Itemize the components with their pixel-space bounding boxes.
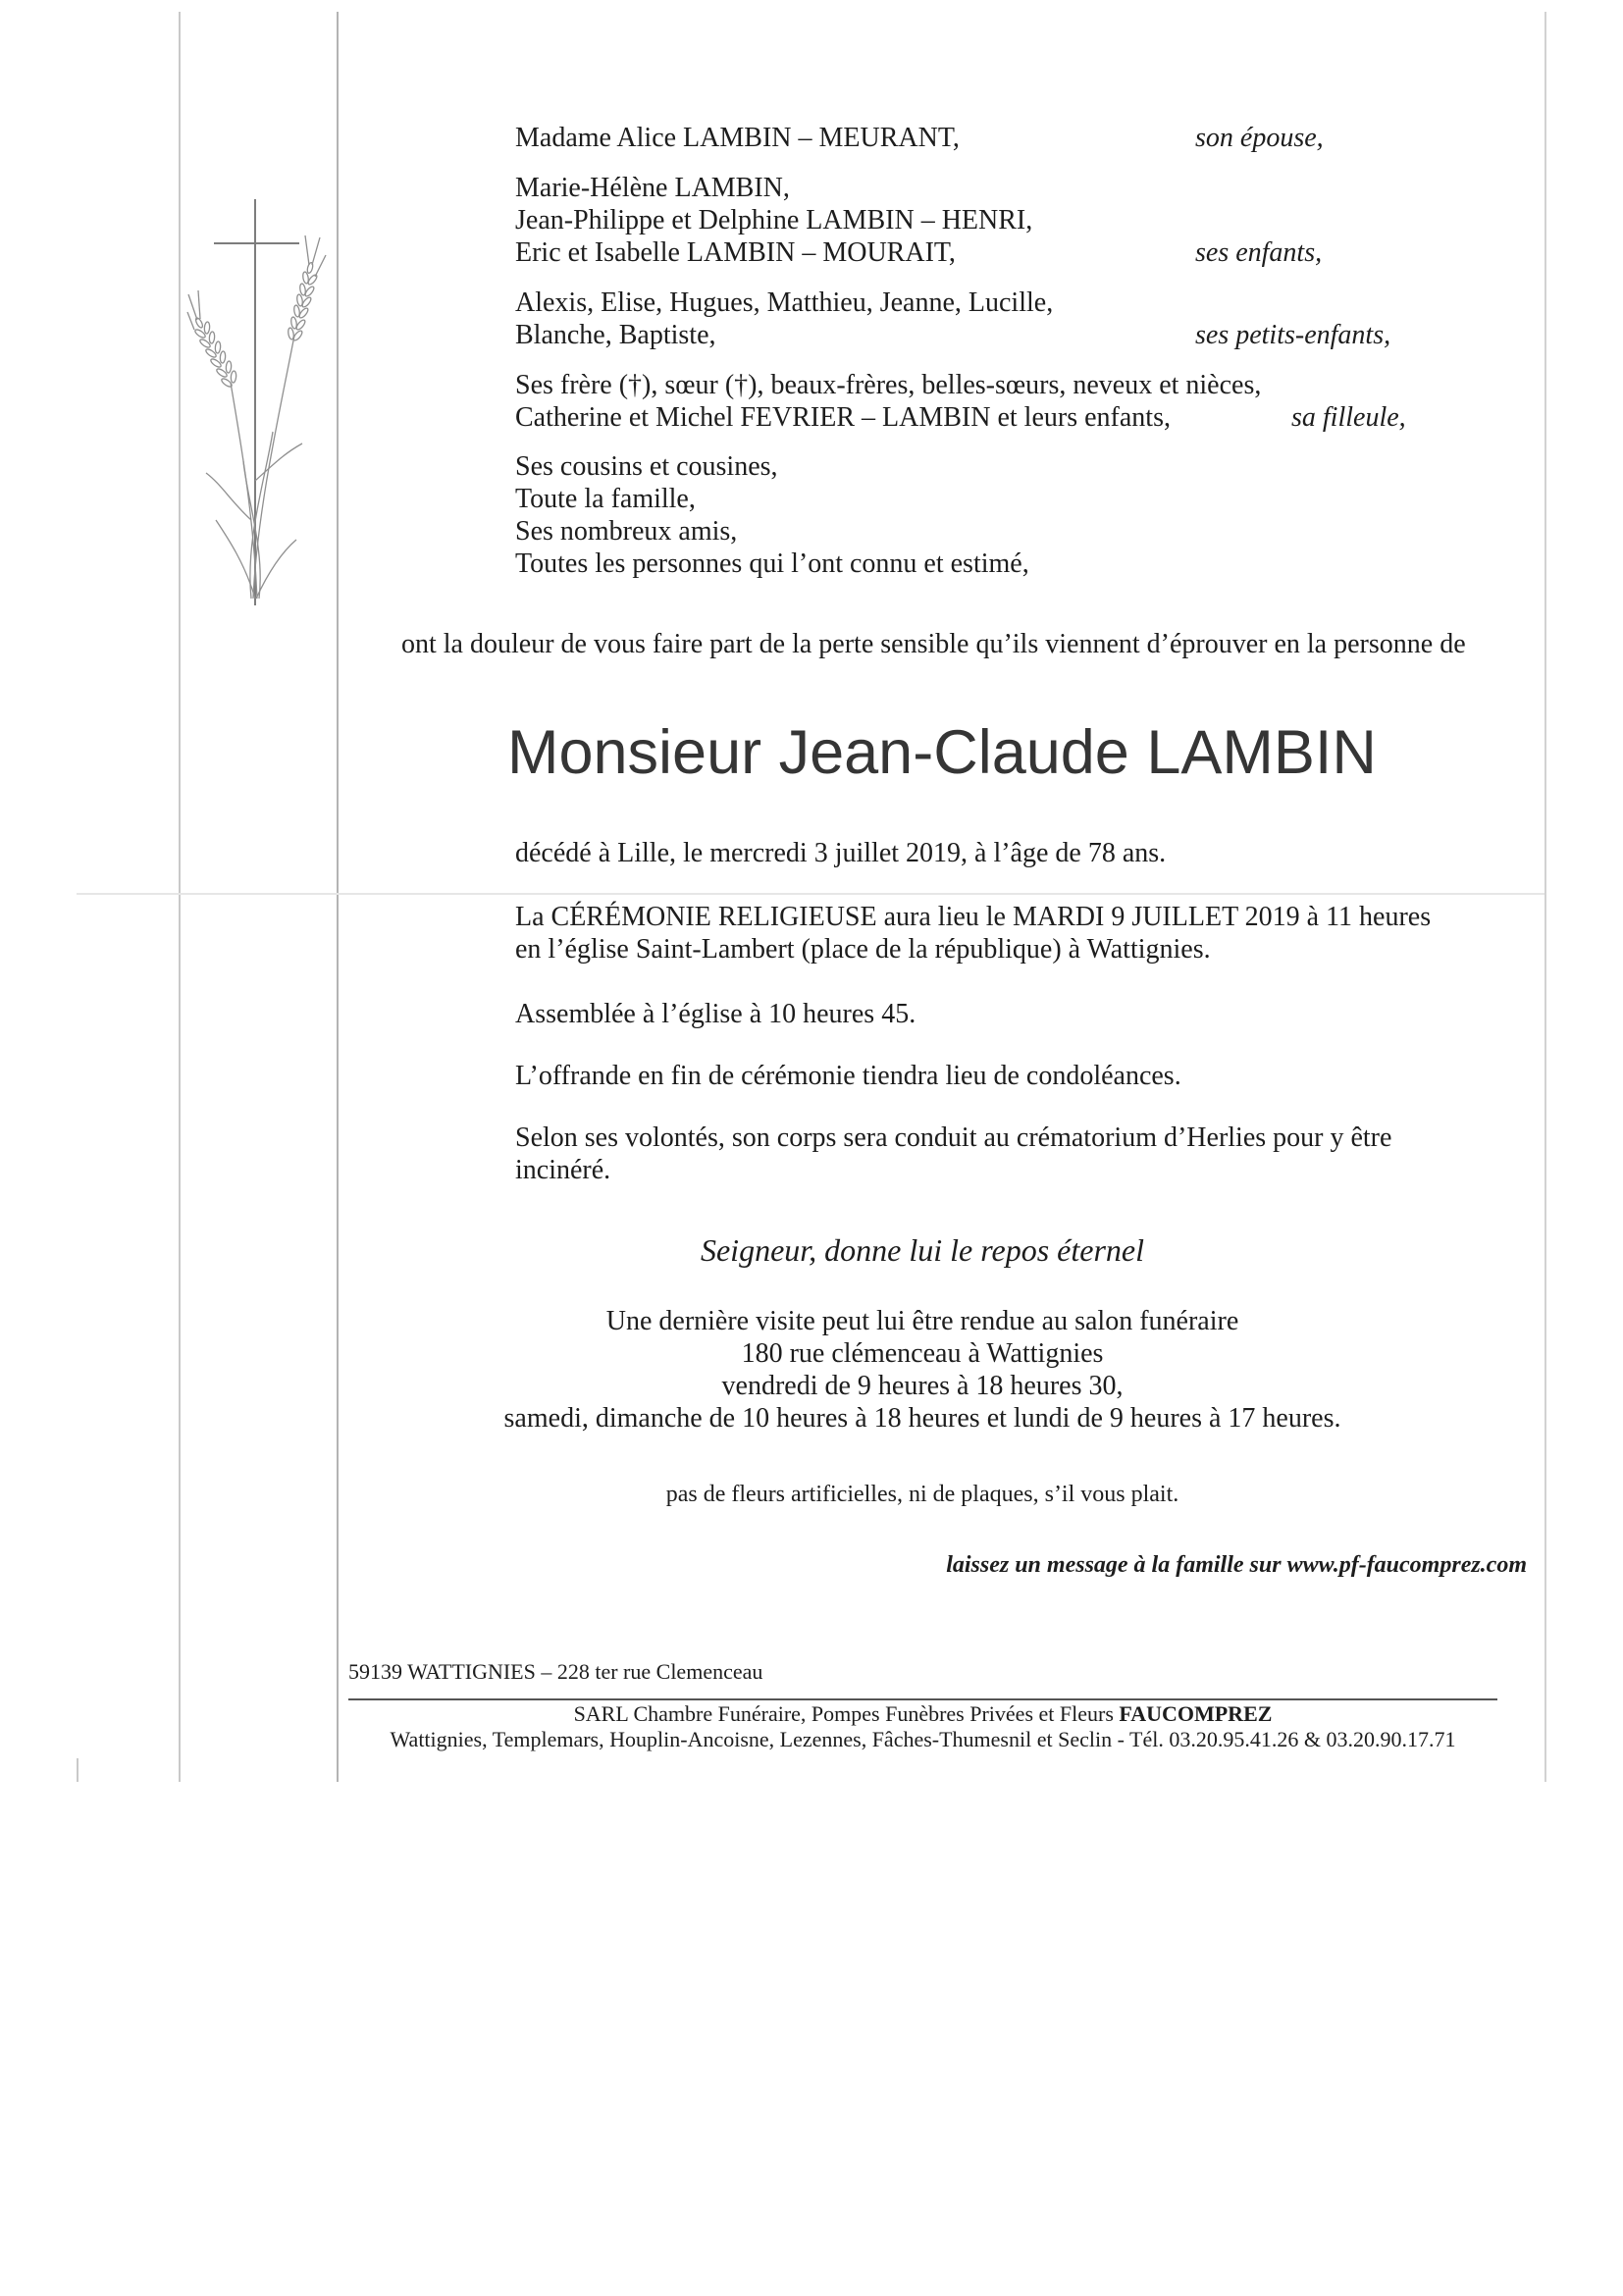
right-border-line: [1544, 12, 1546, 1782]
wishes-line: incinéré.: [515, 1155, 611, 1185]
left-inner-border-line: [337, 12, 339, 1782]
family-line: Toutes les personnes qui l’ont connu et estimé,: [515, 548, 1029, 579]
ceremony-line: La CÉRÉMONIE RELIGIEUSE aura lieu le MARDI 9 JUILLET 2019 à 11 heures: [515, 902, 1432, 932]
relation-label: ses enfants,: [1195, 237, 1323, 268]
footer-company-name: FAUCOMPREZ: [1119, 1701, 1273, 1726]
family-line: Jean-Philippe et Delphine LAMBIN – HENRI,: [515, 205, 1033, 235]
wishes-block: [515, 1122, 1391, 1186]
family-line: Blanche, Baptiste,: [515, 320, 716, 350]
family-line: Ses frère (†), sœur (†), beaux-frères, belles-sœurs, neveux et nièces,: [515, 370, 1262, 400]
offering-info: L’offrande en fin de cérémonie tiendra lieu de condoléances.: [515, 1061, 1181, 1091]
family-line: Ses cousins et cousines,: [515, 451, 778, 482]
relation-label: sa filleule,: [1291, 402, 1406, 433]
relation-label: ses petits-enfants,: [1195, 320, 1391, 350]
footer-company-prefix: SARL Chambre Funéraire, Pompes Funèbres Privées et Fleurs: [573, 1701, 1114, 1726]
visit-block: [432, 1305, 1413, 1435]
death-info: décédé à Lille, le mercredi 3 juillet 2019, à l’âge de 78 ans.: [515, 838, 1167, 868]
visit-line: vendredi de 9 heures à 18 heures 30,: [721, 1371, 1124, 1401]
flowers-note: pas de fleurs artificielles, ni de plaques, s’il vous plait.: [665, 1482, 1179, 1507]
family-line: Alexis, Elise, Hugues, Matthieu, Jeanne, Lucille,: [515, 287, 1054, 318]
family-line: Toute la famille,: [515, 484, 696, 514]
fold-line: [77, 893, 1544, 895]
visit-line: 180 rue clémenceau à Wattignies: [741, 1338, 1104, 1369]
family-group-siblings-goddaughter: [515, 369, 1406, 434]
visit-line: samedi, dimanche de 10 heures à 18 heures et lundi de 9 heures à 17 heures.: [503, 1403, 1341, 1434]
deceased-name: Monsieur Jean-Claude LAMBIN: [507, 718, 1377, 787]
relation-label: son épouse,: [1195, 123, 1324, 153]
footer-rule: [348, 1698, 1497, 1700]
prayer-line: Seigneur, donne lui le repos éternel: [700, 1232, 1145, 1268]
footer-company-line: [348, 1701, 1497, 1727]
ceremony-line: en l’église Saint-Lambert (place de la république) à Wattignies.: [515, 934, 1211, 965]
left-edge-stub: [77, 1758, 79, 1782]
footer-address: 59139 WATTIGNIES – 228 ter rue Clemenceau: [348, 1659, 763, 1684]
family-line: Ses nombreux amis,: [515, 516, 738, 547]
wishes-line: Selon ses volontés, son corps sera conduit au crématorium d’Herlies pour y être: [515, 1122, 1392, 1153]
family-group-children: [515, 172, 1323, 269]
family-line: Eric et Isabelle LAMBIN – MOURAIT,: [515, 237, 956, 268]
family-group-spouse: [515, 122, 1324, 154]
family-group-others: [515, 450, 1029, 580]
message-note: laissez un message à la famille sur www.pf-faucomprez.com: [946, 1552, 1527, 1578]
family-line: Madame Alice LAMBIN – MEURANT,: [515, 123, 960, 153]
left-outer-border-line: [179, 12, 181, 1782]
family-group-grandchildren: [515, 287, 1391, 351]
family-line: Marie-Hélène LAMBIN,: [515, 173, 790, 203]
cross-wheat-icon: [186, 186, 334, 618]
visit-line: Une dernière visite peut lui être rendue au salon funéraire: [605, 1306, 1239, 1336]
announcement-text: ont la douleur de vous faire part de la perte sensible qu’ils viennent d’éprouver en la personne de: [401, 629, 1466, 659]
footer-locations-phones: Wattignies, Templemars, Houplin-Ancoisne, Lezennes, Fâches-Thumesnil et Seclin - Tél. 03.20.95.41.26 & 03.20.90.17.71: [390, 1727, 1456, 1751]
family-line: Catherine et Michel FEVRIER – LAMBIN et leurs enfants,: [515, 402, 1171, 433]
assembly-info: Assemblée à l’église à 10 heures 45.: [515, 999, 916, 1029]
ceremony-block: [515, 901, 1431, 965]
